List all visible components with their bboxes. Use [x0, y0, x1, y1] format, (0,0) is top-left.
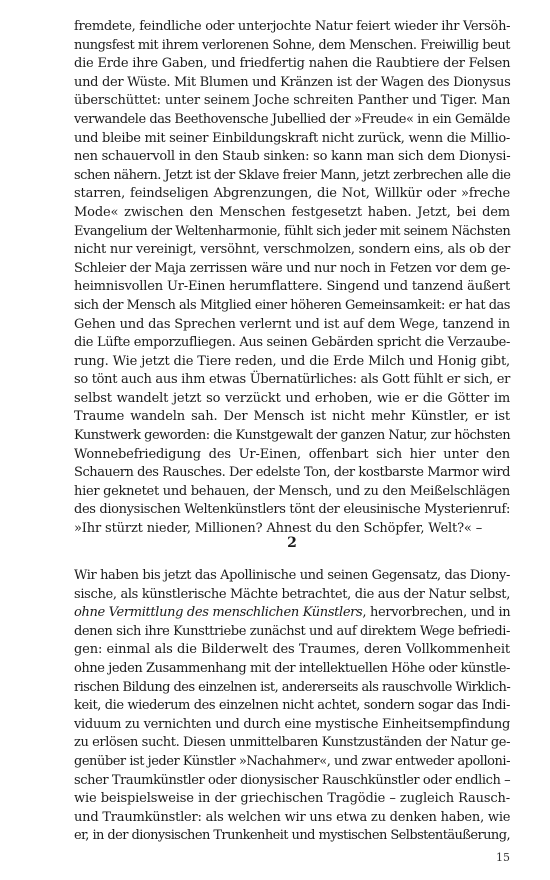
text-line: so tönt auch aus ihm etwas Übernatürliches: als Gott fühlt er sich, er — [74, 372, 510, 388]
text-line: starren, feindseligen Abgrenzungen, die Not, Willkür oder »freche — [74, 186, 510, 202]
text-line: rischen Bildung des einzelnen ist, andererseits als rauschvolle Wirklich- — [74, 679, 511, 695]
italic-phrase: ohne Vermittlung des menschlichen Künstlers — [74, 605, 363, 621]
text-line: hier geknetet und behauen, der Mensch, und zu den Meißelschlägen — [74, 483, 510, 499]
text-line: wie beispielsweise in der griechischen Tragödie – zugleich Rausch- — [74, 791, 510, 807]
text-line: »Ihr stürzt nieder, Millionen? Ahnest du den Schöpfer, Welt?« – — [74, 521, 483, 537]
text-line: zu erlösen sucht. Diesen unmittelbaren Kunstzuständen der Natur ge- — [74, 735, 511, 751]
text-line: überschüttet: unter seinem Joche schreiten Panther und Tiger. Man — [74, 93, 511, 109]
text-line: sische, als künstlerische Mächte betrachtet, die aus der Natur selbst, — [74, 586, 510, 602]
text-line: gen: einmal als die Bilderwelt des Traumes, deren Vollkommenheit — [74, 642, 510, 658]
text-line: scher Traumkünstler oder dionysischer Rauschkünstler oder endlich – — [74, 772, 511, 788]
text-fragment: , hervorbrechen, und in — [362, 605, 511, 621]
page-number: 15 — [496, 851, 510, 864]
text-line: rung. Wie jetzt die Tiere reden, und die Erde Milch und Honig gibt, — [74, 353, 510, 369]
text-line: die Erde ihre Gaben, und friedfertig nahen die Raubtiere der Felsen — [74, 56, 511, 72]
text-line: denen sich ihre Kunsttriebe zunächst und auf direktem Wege befriedi- — [74, 623, 510, 639]
text-line: nen schauervoll in den Staub sinken: so kann man sich dem Dionysi- — [74, 149, 511, 165]
text-line: und der Wüste. Mit Blumen und Kränzen ist der Wagen des Dionysus — [74, 74, 511, 90]
text-line: Traume wandeln sah. Der Mensch ist nicht mehr Künstler, er ist — [74, 409, 510, 425]
text-line: fremdete, feindliche oder unterjochte Natur feiert wieder ihr Versöh- — [74, 19, 511, 34]
text-line: Schauern des Rausches. Der edelste Ton, der kostbarste Marmor wird — [74, 465, 510, 481]
text-line: des dionysischen Weltenkünstlers tönt der eleusinische Mysterienruf: — [74, 502, 510, 518]
text-line: und Traumkünstler: als welchen wir uns etwa zu denken haben, wie — [74, 809, 511, 825]
paragraph-1 — [74, 18, 510, 539]
section-number: 2 — [287, 535, 297, 551]
text-line: nungsfest mit ihrem verlorenen Sohne, dem Menschen. Freiwillig beut — [74, 37, 510, 53]
text-line: Evangelium der Weltenharmonie, fühlt sich jeder mit seinem Nächsten — [74, 223, 511, 239]
text-line: ohne jeden Zusammenhang mit der intellektuellen Höhe oder künstle- — [74, 660, 510, 676]
text-line: sich der Mensch als Mitglied einer höheren Gemeinsamkeit: er hat das — [74, 297, 510, 313]
text-line: Wir haben bis jetzt das Apollinische und seinen Gegensatz, das Diony- — [74, 568, 510, 583]
text-line: viduum zu vernichten und durch eine mystische Einheitsempfindung — [74, 716, 510, 732]
text-line: die Lüfte emporzufliegen. Aus seinen Gebärden spricht die Verzaube- — [74, 335, 510, 351]
paragraph-2 — [74, 567, 510, 846]
text-line: Kunstwerk geworden: die Kunstgewalt der ganzen Natur, zur höchsten — [74, 428, 511, 444]
text-line: Mode« zwischen den Menschen festgesetzt haben. Jetzt, bei dem — [74, 204, 510, 220]
text-line-mixed — [74, 604, 510, 623]
text-line: er, in der dionysischen Trunkenheit und mystischen Selbstentäußerung, — [74, 828, 510, 844]
text-line: schen nähern. Jetzt ist der Sklave freier Mann, jetzt zerbrechen alle die — [74, 167, 511, 183]
text-line: nicht nur vereinigt, versöhnt, verschmolzen, sondern eins, als ob der — [74, 242, 510, 258]
text-line: heimnisvollen Ur-Einen herumflattere. Singend und tanzend äußert — [74, 279, 510, 295]
text-line: verwandele das Beethovensche Jubellied der »Freude« in ein Gemälde — [74, 111, 510, 127]
text-line: Wonnebefriedigung des Ur-Einen, offenbart sich hier unter den — [74, 446, 510, 462]
text-line: und bleibe mit seiner Einbildungskraft nicht zurück, wenn die Millio- — [74, 130, 510, 146]
text-line: Schleier der Maja zerrissen wäre und nur noch in Fetzen vor dem ge- — [74, 260, 511, 276]
text-line: genüber ist jeder Künstler »Nachahmer«, und zwar entweder apolloni- — [74, 753, 510, 769]
text-line: Gehen und das Sprechen verlernt und ist auf dem Wege, tanzend in — [74, 316, 510, 332]
text-line: keit, die wiederum des einzelnen nicht achtet, sondern sogar das Indi- — [74, 698, 510, 714]
text-line: selbst wandelt jetzt so verzückt und erhoben, wie er die Götter im — [74, 390, 510, 406]
